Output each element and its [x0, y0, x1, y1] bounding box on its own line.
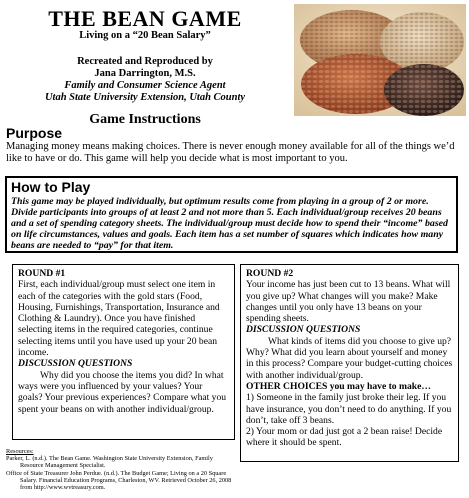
- round-1-text: First, each individual/group must select one item in each of the categories with the gold stars (Food, Housing, Furnishings, Transportation, Insurance and Clothing & Laundry). Once you have finished selecting items in the required categories, continue selecting items until you have used up your 20 bean income.: [18, 279, 220, 359]
- round-1-heading: ROUND #1: [18, 268, 66, 279]
- author-role: Family and Consumer Science Agent: [64, 80, 226, 91]
- resources: [6, 448, 236, 491]
- subtitle: Living on a “20 Bean Salary”: [79, 30, 211, 41]
- round-2-heading: ROUND #2: [246, 268, 294, 279]
- author-credit: [0, 56, 290, 104]
- round-2-box: [240, 264, 459, 462]
- round-1-questions-heading: DISCUSSION QUESTIONS: [18, 358, 133, 370]
- author-org: Utah State University Extension, Utah County: [44, 92, 246, 103]
- round-2-questions-text: What kinds of items did you choose to give up? Why? What did you learn about yourself and money in this process? Compare your budget-cutting choices with another individual/group.: [246, 335, 453, 381]
- round-1-box: [12, 264, 235, 440]
- how-to-play-text: This game may be played individually, but optimum results come from playing in a group of 2 or more. Divide participants into groups of at least 2 and not more than 5. Each individual/group receives 20 beans and a set of spending category sheets. The individual/group must decide how to spend their “income” based on life circumstances, values and goals. Each item has a set number of squares which indicates how many beans are needed to “pay” for that item.: [11, 196, 448, 251]
- purpose-heading: Purpose: [6, 125, 63, 141]
- credit-line: Recreated and Reproduced by: [77, 56, 213, 67]
- reference-2: Office of State Treasurer John Perdue. (n.d.). The Budget Game; Living on a 20 Square Salary. Financial Education Programs, Charleston, WV. Retrieved October 26, 2008 from http://www.wvtreasury.com.: [6, 469, 232, 492]
- beans-photo: [294, 4, 466, 116]
- other-choice-1: 1) Someone in the family just broke their leg. If you have insurance, you don’t need to do anything. If you don’t, take off 3 beans.: [246, 392, 452, 426]
- page-title: THE BEAN GAME: [48, 6, 242, 31]
- how-to-play-heading: How to Play: [11, 179, 91, 195]
- purpose-text: Managing money means making choices. There is never enough money available for all of the things we’d like to have or do. This game will help you decide what is most important to you.: [6, 141, 455, 164]
- other-choice-2: 2) Your mom or dad just got a 2 bean raise! Decide where it should be spent.: [246, 426, 443, 449]
- section-title: Game Instructions: [89, 112, 201, 127]
- round-2-questions-heading: DISCUSSION QUESTIONS: [246, 324, 361, 336]
- reference-1: Parker, L. (n.d.). The Bean Game. Washington State University Extension, Family Resource Management Specialist.: [6, 455, 213, 470]
- round-2-text: Your income has just been cut to 13 beans. What will you give up? What changes will you make? Make changes until you only have 13 beans on your spending sheets.: [246, 279, 451, 325]
- author-name: Jana Darrington, M.S.: [94, 68, 196, 79]
- round-1-questions-text: Why did you choose the items you did? In what ways were you influenced by your values? Your goals? Your previous experiences? Compare what you spent your beans on with another individual/group.: [18, 369, 227, 415]
- other-choices-heading: OTHER CHOICES you may have to make…: [246, 380, 431, 392]
- resources-heading: Resources:: [6, 448, 34, 455]
- how-to-play-box: [5, 176, 458, 253]
